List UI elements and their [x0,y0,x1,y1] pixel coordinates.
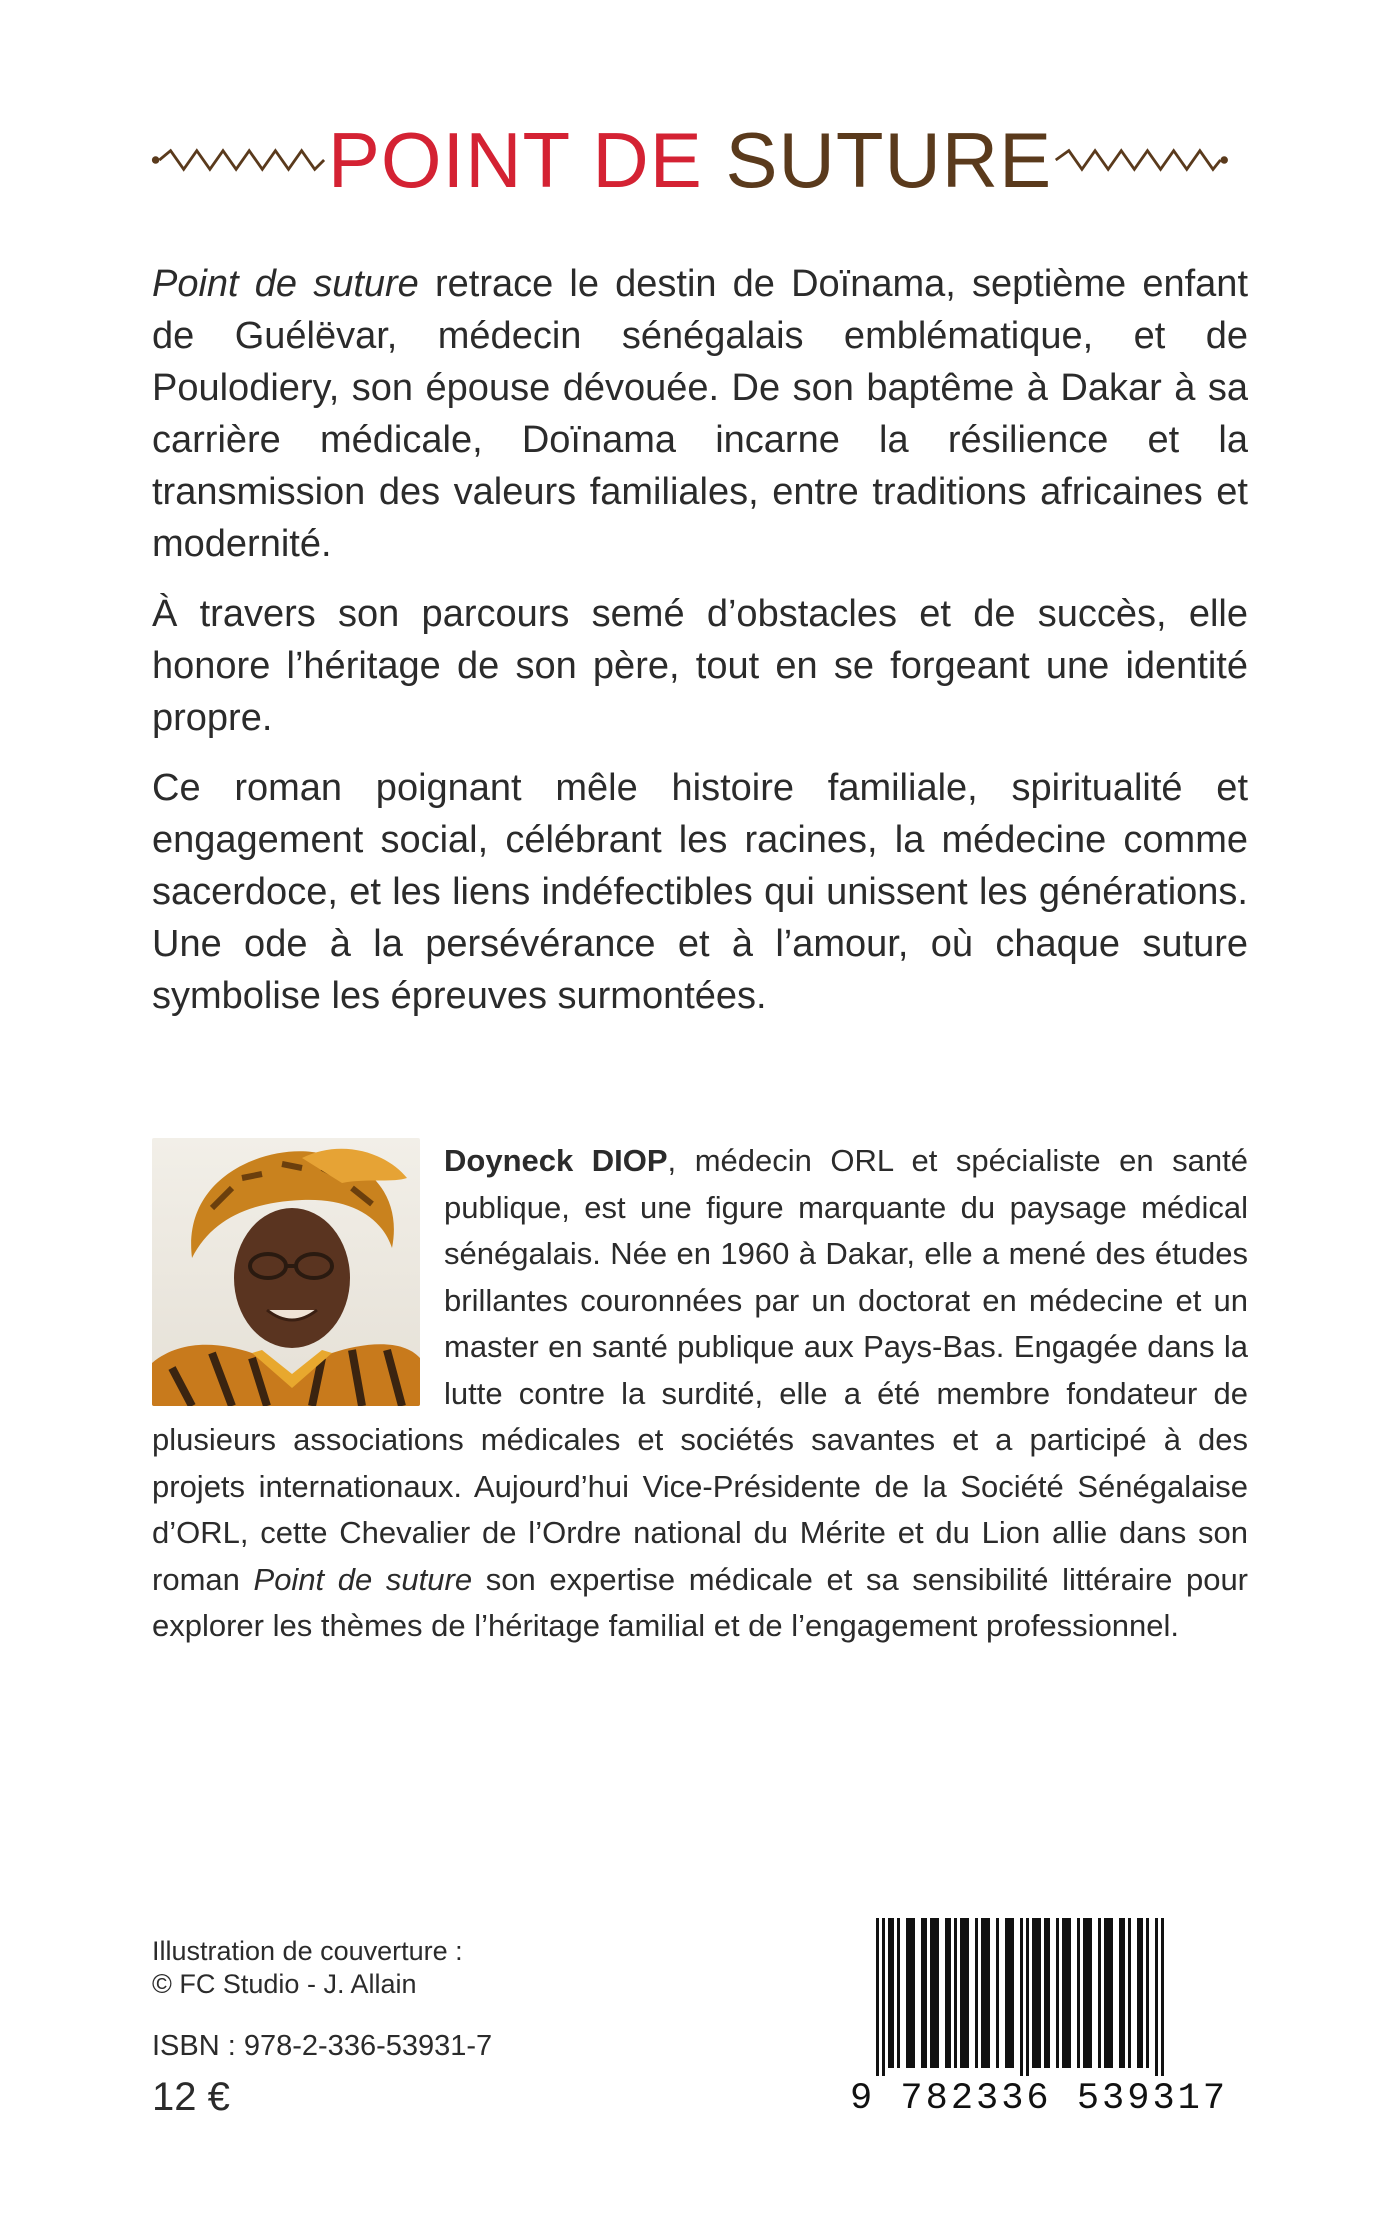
barcode-bar [1146,1918,1149,2068]
right-zigzag-ornament [1052,140,1230,180]
barcode-bar [876,1918,879,2076]
author-bio-text-2: son expertise médicale et sa sensibilité littéraire pour explorer les thèmes de l’héritage familial et de l’engagement professionnel. [152,1561,1249,1643]
synopsis [152,258,1248,1040]
barcode-bar [996,1918,999,2068]
barcode-bar [1128,1918,1131,2068]
credits-line-1: Illustration de couverture : [152,1936,463,1966]
title-part-red: POINT DE [327,116,703,204]
barcode-bar [1077,1918,1080,2068]
barcode-bar [981,1918,990,2068]
barcode-bar [1026,1918,1029,2076]
author-bio-book-title: Point de suture [253,1561,473,1597]
barcode-bar [1119,1918,1125,2068]
synopsis-paragraph-3: Ce roman poignant mêle histoire familiale, spiritualité et engagement social, célébrant les racines, la médecine comme sacerdoce, et les liens indéfectibles qui unissent les générations. Une ode à la persévérance et à l’amour, où chaque suture symbolise les épreuves surmontées. [152,767,1248,1017]
credits-line-2: © FC Studio - J. Allain [152,1969,417,1999]
synopsis-paragraph-1 [152,258,1248,570]
barcode-bar [1020,1918,1023,2076]
barcode-bar [882,1918,885,2076]
isbn: ISBN : 978-2-336-53931-7 [152,2030,493,2062]
author-name: Doyneck DIOP [444,1143,668,1178]
barcode-bar [945,1918,951,2068]
title-row [150,105,1230,215]
barcode-bar [897,1918,900,2068]
barcode [850,1918,1229,2140]
barcode-bars [850,1918,1220,2078]
left-zigzag-ornament [150,140,328,180]
title-part-brown: SUTURE [725,116,1053,204]
synopsis-paragraph-2: À travers son parcours semé d’obstacles et de succès, elle honore l’héritage de son père, tout en se forgeant une identité propre. [152,593,1248,739]
book-title [327,116,1053,204]
barcode-bar [1032,1918,1041,2068]
barcode-bar [1104,1918,1113,2068]
synopsis-book-title: Point de suture [152,263,419,305]
barcode-bar [1005,1918,1014,2068]
barcode-bar [1155,1918,1158,2076]
cover-credits [152,1935,463,2001]
barcode-bar [960,1918,969,2068]
author-bio [152,1138,1248,1650]
barcode-bar [888,1918,894,2068]
barcode-bar [975,1918,978,2068]
synopsis-p1-text: retrace le destin de Doïnama, septième enfant de Guélëvar, médecin sénégalais emblématique, et de Poulodiery, son épouse dévouée. De son baptême à Dakar à sa carrière médicale, Doïnama incarne la résilience et la transmission des valeurs familiales, entre traditions africaines et modernité. [152,263,1248,565]
barcode-bar [1161,1918,1164,2076]
author-bio-text-1: , médecin ORL et spécialiste en santé publique, est une figure marquante du paysage médical sénégalais. Née en 1960 à Dakar, elle a mené des études brillantes couronnées par un doctorat en médecine et un master en santé publique aux Pays-Bas. Engagée dans la lutte contre la surdité, elle a été membre fondateur de plusieurs associations médicales et sociétés savantes et a participé à des projets internationaux. Aujourd’hui Vice-Présidente de la Société Sénégalaise d’ORL, cette Chevalier de l’Ordre national du Mérite et du Lion allie dans son roman [152,1143,1248,1597]
barcode-bar [906,1918,915,2068]
barcode-bar [1098,1918,1101,2068]
author-photo [152,1138,420,1406]
barcode-bar [1044,1918,1050,2068]
barcode-bar [1056,1918,1059,2068]
barcode-bar [954,1918,957,2068]
barcode-bar [921,1918,927,2068]
barcode-bar [930,1918,939,2068]
barcode-bar [1137,1918,1143,2068]
price: 12 € [152,2075,230,2119]
barcode-bar [1062,1918,1071,2068]
barcode-bar [1083,1918,1092,2068]
barcode-digits: 9 782336 539317 [850,2078,1229,2120]
